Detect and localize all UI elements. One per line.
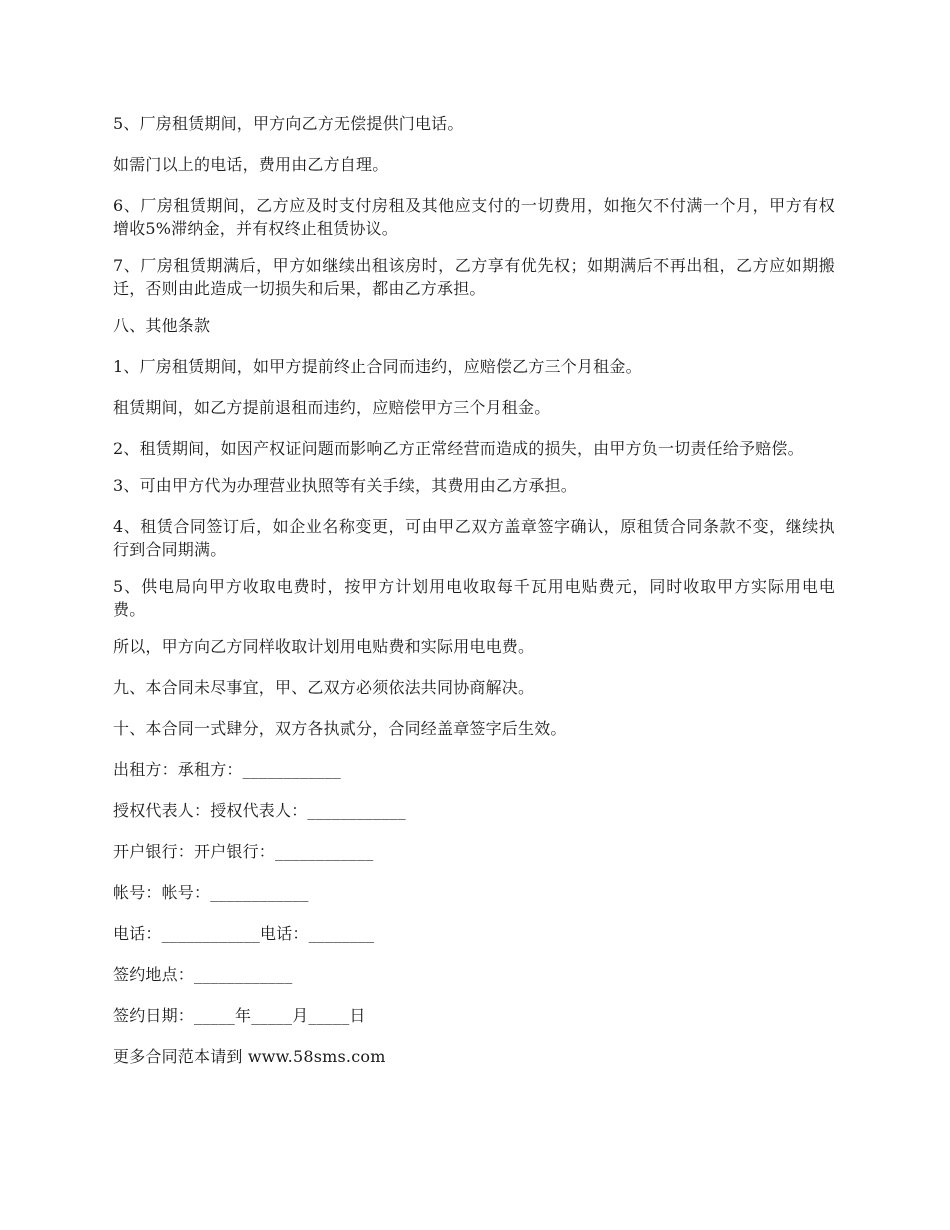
footer-more-templates: 更多合同范本请到 www.58sms.com — [113, 1047, 386, 1066]
section-heading-9-unresolved: 九、本合同未尽事宜，甲、乙双方必须依法共同协商解决。 — [113, 678, 535, 697]
signature-line-representatives: 授权代表人：授权代表人：____________ — [113, 801, 406, 820]
paragraph-other-1-lessor-breach: 1、厂房租赁期间，如甲方提前终止合同而违约，应赔偿乙方三个月租金。 — [113, 357, 642, 376]
signature-line-location: 签约地点：____________ — [113, 965, 293, 984]
paragraph-electricity-charge: 所以，甲方向乙方同样收取计划用电贴费和实际用电电费。 — [113, 637, 535, 656]
signature-line-date: 签约日期：_____年_____月_____日 — [113, 1006, 366, 1025]
paragraph-other-4-name-change: 4、租赁合同签订后，如企业名称变更，可由甲乙双方盖章签字确认，原租赁合同条款不变，继续执行到合同期满。 — [113, 517, 835, 559]
signature-line-phone: 电话：____________电话：________ — [113, 924, 375, 943]
paragraph-clause-7-renewal: 7、厂房租赁期满后，甲方如继续出租该房时，乙方享有优先权；如期满后不再出租，乙方应如期搬迁，否则由此造成一切损失和后果，都由乙方承担。 — [113, 256, 835, 298]
signature-line-parties: 出租方：承租方：____________ — [113, 760, 342, 779]
section-heading-10-copies: 十、本合同一式肆分，双方各执贰分，合同经盖章签字后生效。 — [113, 719, 567, 738]
paragraph-other-2-title-issue: 2、租赁期间，如因产权证问题而影响乙方正常经营而造成的损失，由甲方负一切责任给予赔偿。 — [113, 439, 804, 458]
paragraph-clause-5-phone: 5、厂房租赁期间，甲方向乙方无偿提供门电话。 — [113, 114, 464, 133]
paragraph-lessee-breach: 租赁期间，如乙方提前退租而违约，应赔偿甲方三个月租金。 — [113, 398, 551, 417]
signature-line-bank: 开户银行：开户银行：____________ — [113, 842, 374, 861]
paragraph-extra-phone: 如需门以上的电话，费用由乙方自理。 — [113, 155, 389, 174]
paragraph-other-5-electricity: 5、供电局向甲方收取电费时，按甲方计划用电收取每千瓦用电贴费元，同时收取甲方实际用电电费。 — [113, 577, 835, 619]
paragraph-clause-6-fees: 6、厂房租赁期间，乙方应及时支付房租及其他应支付的一切费用，如拖欠不付满一个月，甲方有权增收5%滞纳金，并有权终止租赁协议。 — [113, 196, 835, 238]
signature-line-account: 帐号：帐号：____________ — [113, 883, 309, 902]
paragraph-other-3-license: 3、可由甲方代为办理营业执照等有关手续，其费用由乙方承担。 — [113, 476, 577, 495]
section-heading-other-terms: 八、其他条款 — [113, 316, 211, 335]
document-page — [113, 112, 835, 1086]
